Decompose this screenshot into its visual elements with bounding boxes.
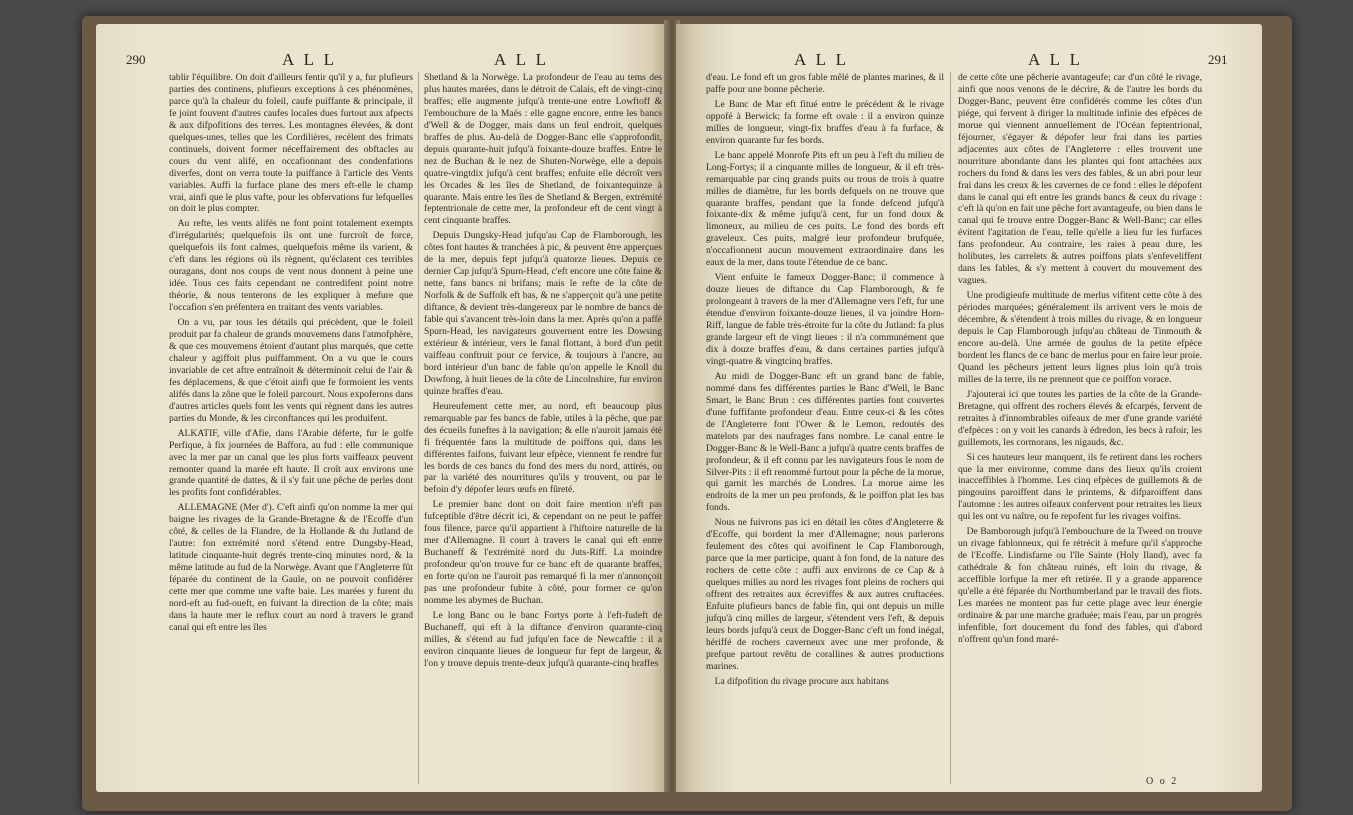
right-page-number: 291	[1208, 52, 1228, 67]
paragraph: d'eau. Le fond eft un gros fable mêlé de plantes marines, & il paffe pour une bonne pêcherie.	[706, 72, 944, 95]
left-page	[96, 24, 668, 792]
paragraph: La difpofition du rivage procure aux habitans	[714, 675, 889, 687]
paragraph: De Bamborough jufqu'à l'embouchure de la Tweed on trouve un rivage fablonneux, qui fe rétrécit à mefure qu'il s'approche de l'Ecoffe. Lindisfarne ou l'île Sainte (Holy Iland), avec fa cathédrale & fon château ruinés, eft loin du rivage, & acceffible lorfque la mer eft retirée. Il y a grande apparence qu'elle a été féparée du Northumberland par le travail des flots. Les marées ne montent pas fur cette plage avec leur énergie ordinaire & par une marche graduée; mais l'eau, par un progrès infenfible, fort doucement du fond des fables, qui d'abord n'offrent qu'un fond maré-	[958, 526, 1202, 645]
paragraph: ALLEMAGNE (Mer d'). C'eft ainfi qu'on nomme la mer qui baigne les rivages de la Grande-Bretagne & de l'Ecoffe d'un côté, & celles de la Flandre, de la Hollande & du Jutland de l'autre: fon extrémité nord s'étend entre Dungsby-Head, latitude cinquante-huit degrés trente-cinq minutes nord, & la même latitude au fud de la Norwège. Avant que l'Angleterre fût féparée du continent de la Gaule, on ne pouvoit confidérer cette mer que comme une vafte baie. Les marées y furent du nord-eft au fud-oueft, en fuivant la direction de la côte; mais dans la haute mer le reflux court au nord à travers le grand canal qui eft entre les îles	[169, 502, 413, 633]
paragraph: Si ces hauteurs leur manquent, ils fe retirent dans les rochers que la mer environne, comme dans des lieux qu'ils croient inacceffibles à l'homme. Les cinq efpèces de guillemots & de pingouins paroiffent dans le printems, & difparoiffent dans l'automne : les autres oifeaux confervent pour retraites les lieux qui les ont vu naître, ou fe repofent fur les rivages voifins.	[958, 451, 1202, 523]
column-divider	[950, 72, 951, 784]
paragraph: tablir l'équilibre. On doit d'ailleurs fentir qu'il y a, fur plufieurs parties des continens, plufieurs exceptions à ces phénomènes, parce qu'à la chaleur du foleil, caufe puiffante & principale, il fe joint fouvent d'autres caufes locales dues furtout aux afpects & aux difpofitions des terres. Les montagnes élevées, & dont quelques-unes, telles que les Cordilières, recèlent des frimats continuels, doivent former néceffairement des obftacles au cours du vent alifé, en occafionnant des condenfations diverfes, dont on verra toute la puiffance à l'article des Vents variables. Auffi la furface plane des mers eft-elle le champ vrai, ainfi que le plus vafte, pour les obfervations fur lefquelles on doit le plus compter.	[169, 72, 413, 215]
paragraph: Depuis Dungsky-Head jufqu'au Cap de Flamborough, les côtes font hautes & tranchées à pic, & peuvent être apperçues de la mer, depuis fept jufqu'à quatorze lieues. Depuis ce dernier Cap jufqu'à Spurn-Head, c'eft encore une côte faine & nette, fans bancs ni brifans; mais le refte de la côte de Norfolk & de Suffolk eft bas, & ne s'apperçoit qu'à une petite diftance, & devient très-dangereux par le nombre de bancs de fable qui s'avancent très-loin dans la mer. Après qu'on a paffé Spurn-Head, les navigateurs gouvernent entre les Dowsing extérieur & intérieur, vers le fanal flottant, à bord d'un petit vaiffeau conftruit pour ce fervice, & toujours à l'ancre, au bord intérieur d'un banc de fable qu'on appelle le Knoll du Dowfong, à huit lieues de la côte de Lincolnshire, fur environ quinze braffes d'eau.	[424, 230, 662, 397]
left-running-head-1: A L L	[282, 50, 337, 69]
paragraph: Heureufement cette mer, au nord, eft beaucoup plus remarquable par fes bancs de fable, utiles à la pêche, que par des écueils funeftes à la navigation; & elle n'auroit jamais été fi fréquentée fans la multitude de poiffons qui, dans les différentes faifons, fuivant leur efpèce, viennent fe rendre fur les bords de ces bancs du fond des mers du nord, attirés, ou par la variété des nourritures qu'ils y trouvent, ou par le befoin d'y dépofer leurs œufs en fûreté.	[424, 400, 662, 496]
paragraph: J'ajouterai ici que toutes les parties de la côte de la Grande-Bretagne, qui offrent des rochers élevés & efcarpés, fervent de retraites à d'innombrables oifeaux de mer d'une grande variété d'efpèces : on y voit les canards à édredon, les becs à rafoir, les guillemots, les cormorans, les nigauds, &c.	[958, 388, 1202, 448]
paragraph: Shetland & la Norwège. La profondeur de l'eau au tems des plus hautes marées, dans le détroit de Calais, eft de vingt-cinq braffes; elle augmente jufqu'à trente-une entre Lowftoff & l'embouchure de la Maës : elle gagne encore, entre les bancs d'Well & de Dogger, mais dans un feul endroit, quelques braffes de plus. Au-delà de Dogger-Banc elle s'approfondit, depuis quarante-huit jufqu'à foixante-douze braffes. Entre le nez de Buchan & le nez de Shuten-Norwège, elle a depuis quatre-vingtdix jufqu'à cent braffes; enfuite elle décroît vers les Orcades & les îles de Shetland, de foixantequinze à quarante. Mais entre les îles de Shetland & Bergen, extrémité feptentrionale de cette mer, la profondeur eft de cent vingt à cent cinquante braffes.	[424, 72, 662, 227]
right-page-column-1	[706, 72, 944, 688]
paragraph: Nous ne fuivrons pas ici en détail les côtes d'Angleterre & d'Ecoffe, qui bordent la mer d'Allemagne; nous parlerons feulement des côtes qui avoifinent le Cap Flamborough, parce que la mer participe, quant à fon fond, de la nature des rochers de cette côte : auffi aux environs de ce Cap & à quelques milles au nord les rivages font pleins de rochers qui offrent des retraites aux écreviffes & aux autres cruftacées. Enfuite plufieurs bancs de fable fin, qui ont depuis un mille jufqu'à cinq milles de largeur, s'étendent vers l'eft, & depuis leurs bords jufqu'à ceux de Dogger-Banc c'eft un fond inégal, hériffé de rochers caverneux avec une mer profonde, & prefque partout revêtu de corallines & autres productions marines.	[706, 517, 944, 672]
right-running-head-2: A L L	[1028, 50, 1083, 69]
left-running-head-2: A L L	[494, 50, 549, 69]
right-page-column-2	[958, 72, 1202, 646]
left-page-column-1	[169, 72, 413, 634]
paragraph: On a vu, par tous les détails qui précèdent, que le foleil produit par fa chaleur de grands mouvemens dans l'atmofphère, & que ces mouvemens étoient d'autant plus marqués, que cette chaleur y agiffoit plus puiffamment. On a vu que le cours invariable de cet aftre entraînoit & déterminoit celui de l'air & fes déplacemens, & que c'étoit ainfi que fe formoient les vents alifés dans la zône que le foleil parcourt. Nous expoferons dans d'autres articles quels font les vents qui règnent dans les autres parties du Monde, & les circonftances qui les produifent.	[169, 317, 413, 424]
paragraph: ALKATIF, ville d'Afie, dans l'Arabie déferte, fur le golfe Perfique, à fix journées de Baffora, au fud : elle communique avec la mer par un canal que les plus forts vaiffeaux peuvent remonter quand la marée eft haute. Il croît aux environs une grande quantité de dattes, & il s'y fait une pêche de perles dont les profits font confidérables.	[169, 427, 413, 499]
paragraph: Au midi de Dogger-Banc eft un grand banc de fable, nommé dans fes différentes parties le Banc d'Well, le Banc Smart, le Banc Brun : ces différentes parties font couvertes d'une fuffifante profondeur d'eau. Entre ceux-ci & les côtes de l'Angleterre font l'Ower & le Lemon, redoutés des matelots par des naufrages fans nombre. Le canal entre le Dogger-Banc & le Well-Banc a jufqu'à quatre cents braffes de profondeur, & il eft connu par les navigateurs fous le nom de Silver-Pits : il eft renommé furtout pour la pêche de la morue, qui garnit les marchés de Londres. La morue aime les endroits de la mer un peu profonds, & le poiffon plat les bas fonds.	[706, 370, 944, 514]
signature-mark: O o 2	[1146, 776, 1179, 787]
paragraph: Le long Banc ou le banc Fortys porte à l'eft-fudeft de Buchaneff, qui eft à la diftance d'environ quarante-cinq milles, & s'étend au fud jufqu'en face de Newcaftle : il a environ cinquante lieues de longueur fur fept de largeur, & l'on y trouve depuis trente-deux jufqu'à quarante-cinq braffes	[424, 609, 662, 669]
left-page-number: 290	[126, 52, 146, 67]
paragraph: Le premier banc dont on doit faire mention n'eft pas fufceptible d'être décrit ici, & cependant on ne peut le paffer fous filence, parce qu'il appartient à l'hiftoire naturelle de la mer d'Allemagne. Il court à travers le canal qui eft entre Buchaneff & l'extrémité nord du Juts-Riff. La moindre profondeur qu'on trouve fur ce banc eft de quarante braffes, en forte qu'on ne l'auroit pas remarqué fi la mer n'annonçoit pas une profondeur fubite à côté, pour former ce qu'on nomme les abymes de Buchan.	[424, 499, 662, 606]
paragraph: de cette côte une pêcherie avantageufe; car d'un côté le rivage, ainfi que nous venons de le décrire, & de l'autre les bords du Dogger-Banc, peuvent être confidérés comme les côtes d'un piége, qui fervent à diriger la multitude infinie des efpèces de morue qui viennent annuellement de l'Océan feptentrional, féjourner, s'égayer & dépofer leur frai dans les parties adjacentes aux côtes de l'Angleterre : elles trouvent une nourriture abondante dans les plantes qui font attachées aux rochers du fond & dans les vers des fables, & un abri pour leur frai dans les creux & les cavernes de ce fond : elles le dépofent dans le canal qui eft entre les grands bancs & ceux du rivage : c'eft là qu'on en fait une pêche fort avantageufe, ou bien dans le canal qui fe trouve entre Dogger-Banc & Well-Banc; car elles évitent l'agitation de l'eau, telle qu'elle a lieu fur les furfaces fans profondeur. Au contraire, les raies à peau dure, les holibutes, les carrelets & autres poiffons plats s'enfeveliffent dans les fables, & s'y mettent à couvert du mouvement des vagues.	[958, 72, 1202, 287]
paragraph: Le banc appelé Monrofe Pits eft un peu à l'eft du milieu de Long-Fortys; il a cinquante milles de longueur, & il eft très-remarquable par cinq grands puits ou trous de trois à quatre milles de diamètre, fur les bords defquels on ne trouve que quarante braffes, pendant que la fonde defcend jufqu'à foixante-dix & même jufqu'à cent, fur un fond doux & limoneux, au milieu de ces puits. Le fond des bords eft graveleux. Ces puits, malgré leur profondeur brufquée, n'occafionnent aucun mouvement extraordinaire dans les eaux de la mer, dans toute l'étendue de ce banc.	[706, 149, 944, 269]
column-divider	[418, 72, 419, 784]
right-page	[676, 24, 1262, 792]
paragraph: Au refte, les vents alifés ne font point totalement exempts d'irrégularités; quelquefois ils ont une furcroît de force, quelquefois ils font calmes, quelquefois même ils varient, & c'eft dans les régions où ils règnent, qu'éclatent ces terribles ouragans, dont nos coups de vent nous donnent à peine une idée. Tous ces faits cependant ne contredifent point notre théorie, & nous tenterons de les expliquer à mefure que l'occafion s'en préfentera en traitant des vents variables.	[169, 218, 413, 314]
left-page-column-2	[424, 72, 662, 670]
paragraph: Une prodigieufe multitude de merlus vifitent cette côte à des périodes marquées; généralement ils arrivent vers le mois de décembre, & s'étendent à trois milles du rivage, & en longueur depuis le Cap Flamborough jufqu'au château de Tinmouth & encore au-delà. Une armée de goulus de la petite efpèce bordent les flancs de ce banc de merlus pour en faire leur proie. Quand les pêcheurs jettent leurs lignes plus loin qu'à trois milles de la terre, ils ne prennent que ce poiffon vorace.	[958, 290, 1202, 385]
right-running-head-1: A L L	[794, 50, 849, 69]
paragraph: Le Banc de Mar eft fitué entre le précédent & le rivage oppofé à Berwick; fa forme eft ovale : il a environ quinze milles de longueur, vingt-fix braffes d'eau à fa furface, & environ quarante fur fes bords.	[706, 98, 944, 146]
paragraph: Vient enfuite le fameux Dogger-Banc; il commence à douze lieues de diftance du Cap Flamborough, & fe prolongeant à travers de la mer d'Allemagne vers l'eft, fur une étendue d'environ foixante-douze lieues, il va joindre Horn-Riff, langue de fable très-étroite fur la côte du Jutland: fa plus grande largeur eft de vingt lieues : il n'a communément que dix à douze braffes d'eau, & dans certaines parties jufqu'à vingt-quatre & vingtcinq braffes.	[706, 272, 944, 367]
